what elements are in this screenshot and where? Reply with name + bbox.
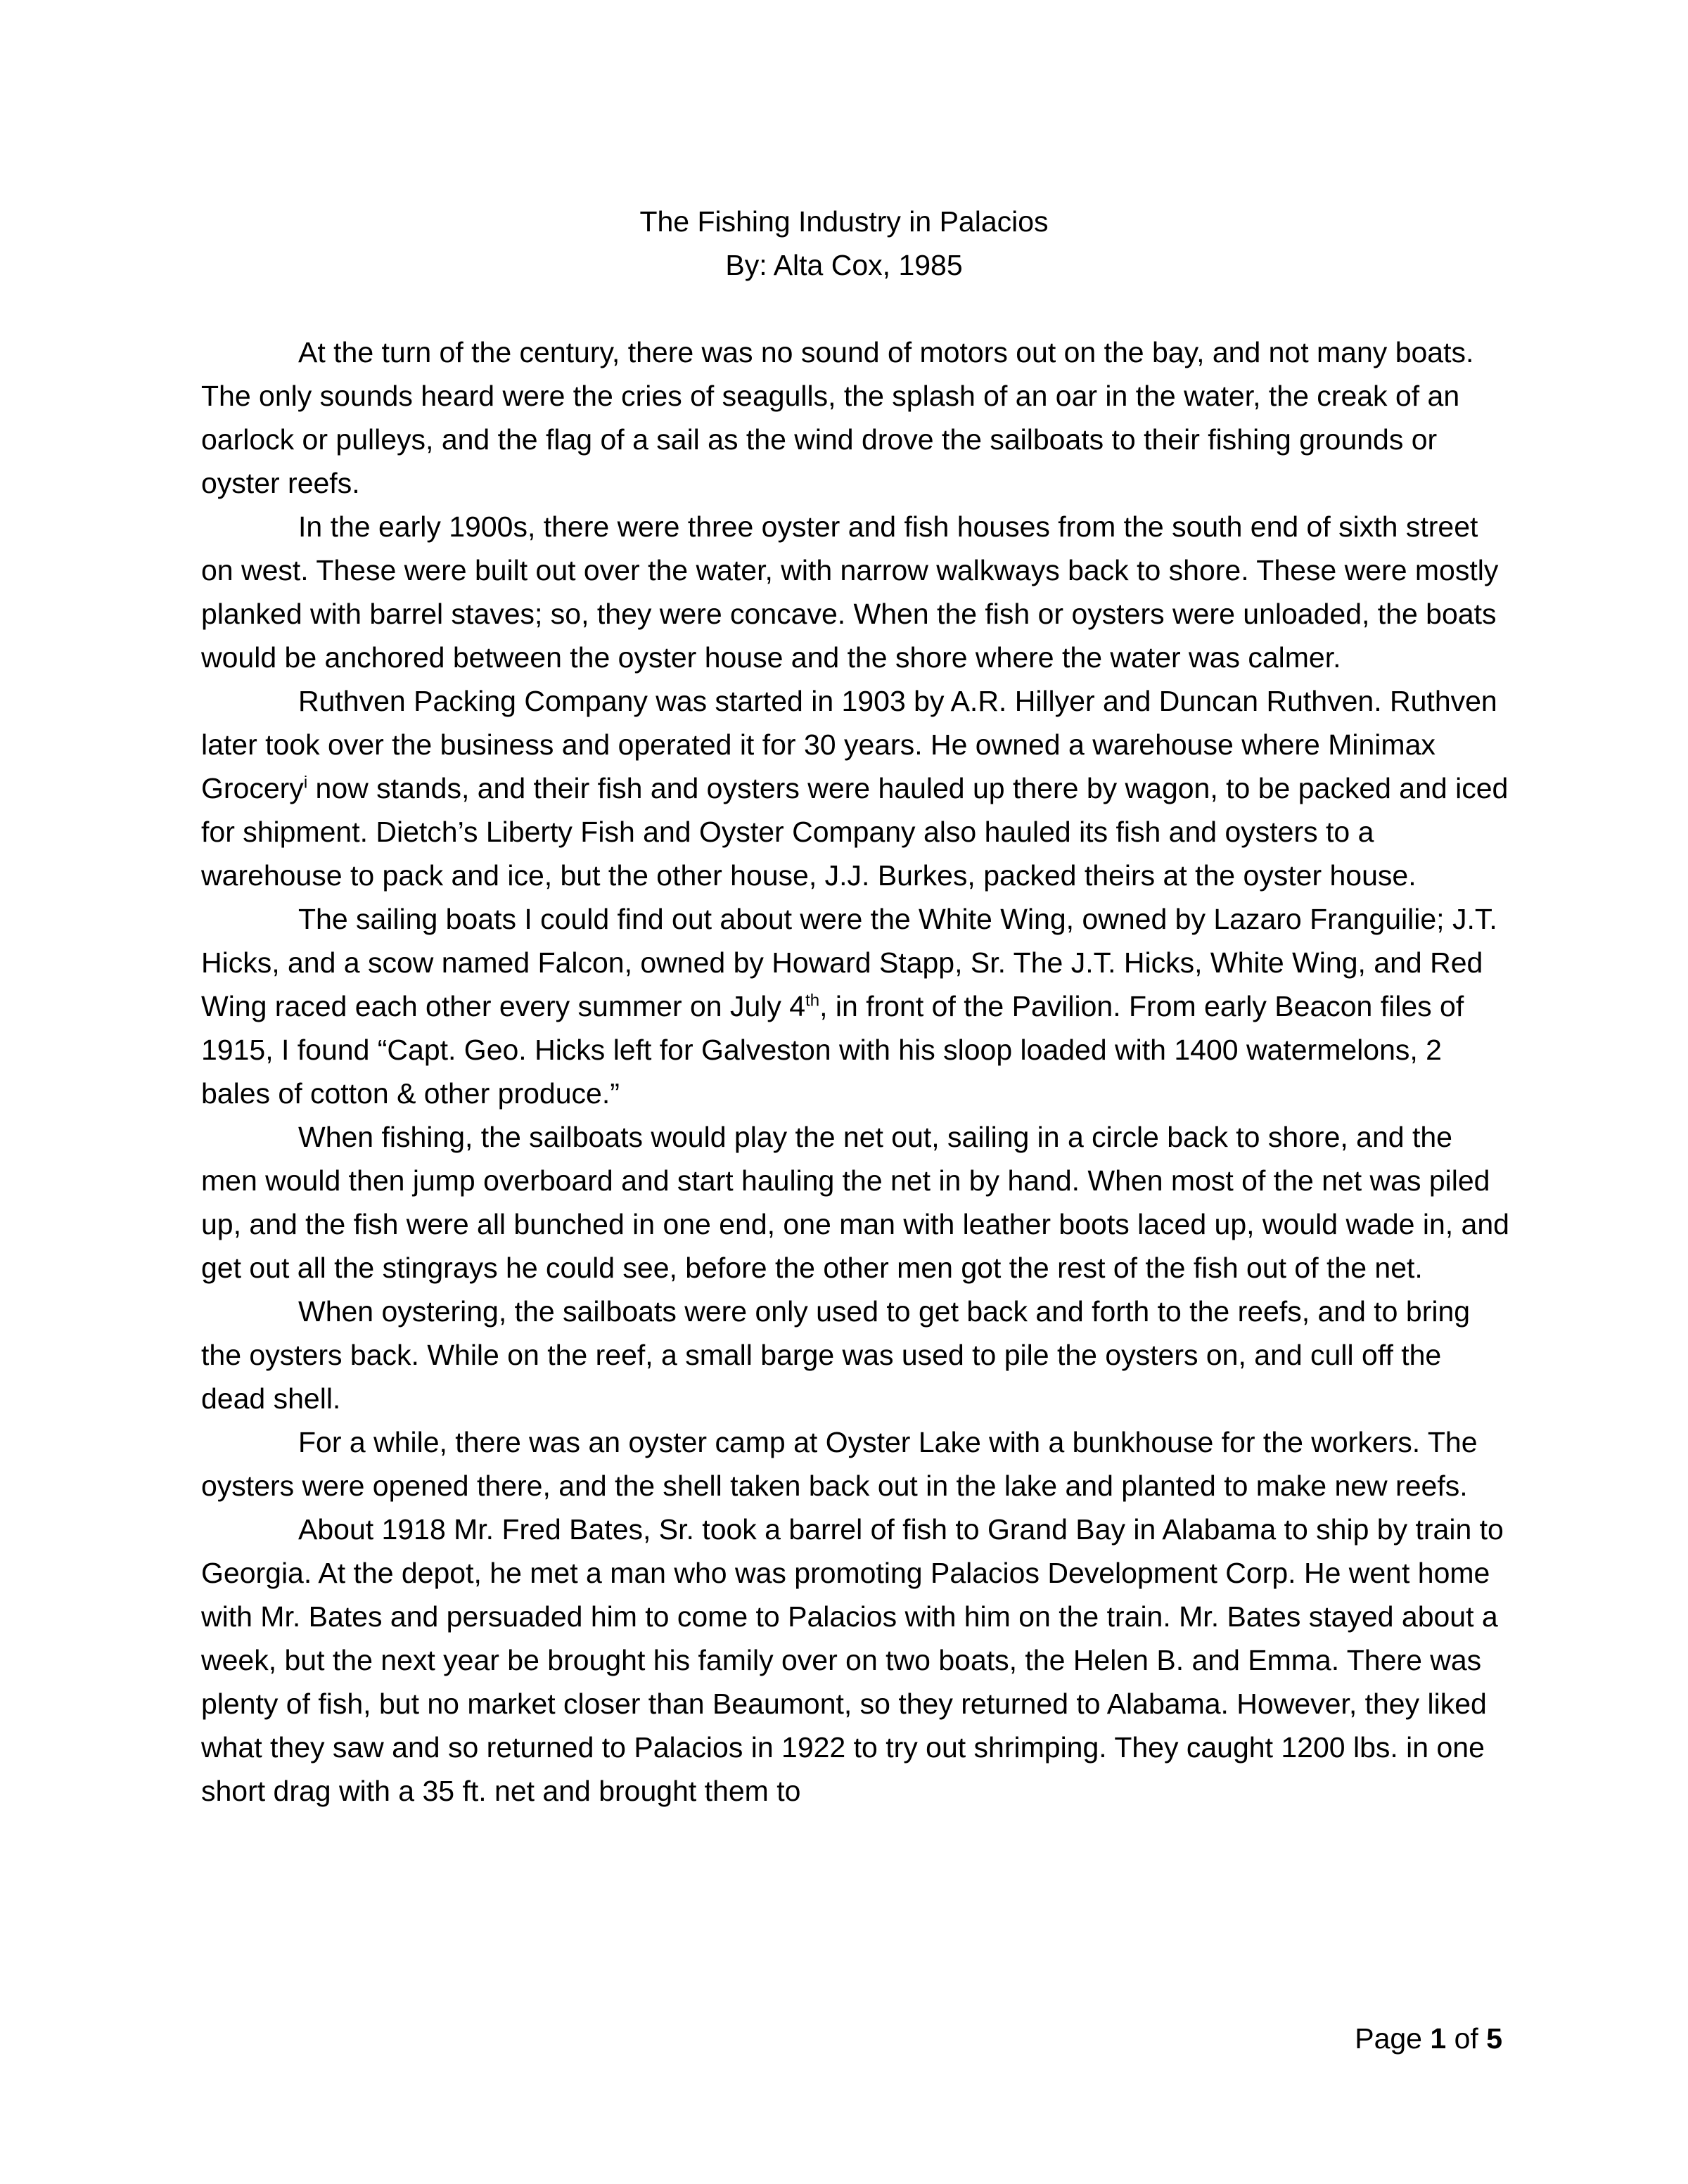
text-line: When oystering, the sailboats were only used to get back and forth to the reefs, and to xyxy=(298,1295,1398,1328)
text-line: In the early 1900s, there were three oyster and fish houses from the south end of sixth xyxy=(298,510,1398,543)
footnote-marker: i xyxy=(303,773,308,792)
text-line: For a while, there was an oyster camp at Oyster Lake with a bunkhouse for the workers. xyxy=(298,1426,1421,1458)
text-line: the men would then jump overboard and start hauling the net in by hand. When most of the xyxy=(201,1121,1452,1197)
ordinal-superscript: th xyxy=(805,991,820,1010)
text-line: the water was calmer. xyxy=(1062,641,1341,674)
paragraph-5 xyxy=(201,1115,1509,1290)
paragraph-8 xyxy=(201,1508,1509,1813)
text-line: where Minimax Grocery xyxy=(201,728,1436,804)
page-number-footer xyxy=(1355,2017,1502,2060)
text-line: The sailing boats I could find out about were the White Wing, owned by Lazaro xyxy=(298,903,1302,935)
text-line: street on west. These were built out over the water, with narrow walkways back to shore. xyxy=(201,510,1478,586)
document-byline: By: Alta Cox, 1985 xyxy=(725,249,963,281)
text-line: The oysters were opened there, and the shell taken back out in the lake and planted to make xyxy=(201,1426,1478,1502)
text-line: loaded with 1400 watermelons, 2 bales of cotton & other produce.” xyxy=(201,1034,1442,1110)
text-line: off the dead shell. xyxy=(201,1339,1442,1415)
text-line: try out shrimping. They caught 1200 lbs. in one short drag with a 35 ft. net and brought them to xyxy=(201,1731,1485,1807)
page-of-label: of xyxy=(1446,2022,1487,2055)
text-line: packed theirs at the oyster house. xyxy=(983,859,1417,892)
paragraph-6 xyxy=(201,1290,1509,1420)
paragraph-1 xyxy=(201,330,1509,505)
paragraph-3 xyxy=(201,679,1509,897)
text-line: now stands, and their fish and oysters were hauled up there by xyxy=(307,772,1118,804)
text-line: new reefs. xyxy=(1334,1470,1468,1502)
body-text xyxy=(201,330,1509,1813)
paragraph-2 xyxy=(201,505,1509,679)
text-line: up, would wade in, and get out all the stingrays he could see, before the other men got the rest xyxy=(201,1208,1509,1284)
text-line: From early Beacon files of 1915, I found “Capt. Geo. Hicks left for Galveston with his sloop xyxy=(201,990,1464,1066)
text-line: He went home with Mr. Bates and persuaded him to come to Palacios with him on the train. xyxy=(201,1557,1490,1633)
text-line: Ruthven later took over the business and operated it for 30 years. He owned a warehouse xyxy=(201,685,1497,761)
text-line: wagon, to be packed and iced for shipment. Dietch’s Liberty Fish and Oyster Company also xyxy=(201,772,1509,848)
text-line: boats. The only sounds heard were the cries of seagulls, the splash of an oar in the water, the xyxy=(201,336,1474,412)
text-line: Mr. Bates stayed about a week, but the next year be brought his family over on two boats, the xyxy=(201,1600,1498,1676)
text-line: returned to Alabama. However, they liked what they saw and so returned to Palacios in 1922 to xyxy=(201,1688,1487,1764)
text-line: Ruthven Packing Company was started in 1903 by A.R. Hillyer and Duncan Ruthven. xyxy=(298,685,1382,717)
total-page-count: 5 xyxy=(1486,2022,1502,2055)
text-line: train to Georgia. At the depot, he met a man who was promoting Palacios Development Corp. xyxy=(201,1513,1504,1589)
text-line: were unloaded, the boats would be anchored between the oyster house and the shore where xyxy=(201,598,1497,674)
text-line: About 1918 Mr. Fred Bates, Sr. took a barrel of fish to Grand Bay in Alabama to ship by xyxy=(298,1513,1408,1546)
text-line: At the turn of the century, there was no sound of motors out on the bay, and not many xyxy=(298,336,1388,368)
text-line: Franguilie; J.T. Hicks, and a scow named Falcon, owned by Howard Stapp, Sr. The J.T. Hicks, xyxy=(201,903,1497,979)
current-page-number: 1 xyxy=(1430,2022,1447,2055)
text-line: When fishing, the sailboats would play the net out, sailing in a circle back to shore, and xyxy=(298,1121,1405,1153)
text-line: hauled its fish and oysters to a warehouse to pack and ice, but the other house, J.J. Burkes, xyxy=(201,816,1374,892)
text-line: of the fish out of the net. xyxy=(1113,1252,1423,1284)
text-line: net was piled up, and the fish were all bunched in one end, one man with leather boots laced xyxy=(201,1164,1490,1240)
paragraph-7 xyxy=(201,1420,1509,1508)
text-line: bring the oysters back. While on the reef, a small barge was used to pile the oysters on, and cull xyxy=(201,1295,1471,1371)
text-line: Helen B. and Emma. There was plenty of fish, but no market closer than Beaumont, so they xyxy=(201,1644,1482,1720)
paragraph-4 xyxy=(201,897,1509,1115)
text-line: , in front of the Pavilion. xyxy=(819,990,1121,1022)
document-title: The Fishing Industry in Palacios xyxy=(639,205,1049,238)
text-line: creak of an oarlock or pulleys, and the flag of a sail as the wind drove the sailboats to their xyxy=(201,380,1460,456)
text-line: fishing grounds or oyster reefs. xyxy=(201,423,1438,499)
text-line: White Wing, and Red Wing raced each other every summer on July 4 xyxy=(201,946,1483,1022)
page-label: Page xyxy=(1355,2022,1431,2055)
text-line: These were mostly planked with barrel staves; so, they were concave. When the fish or oysters xyxy=(201,554,1499,630)
title-block xyxy=(0,200,1688,287)
